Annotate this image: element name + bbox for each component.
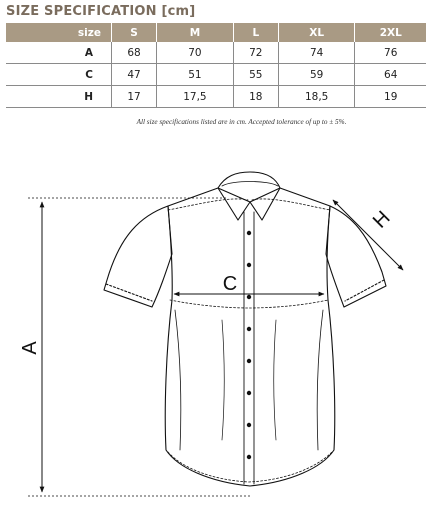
column-header: M [157,23,234,42]
column-header: XL [278,23,355,42]
table-cell: 17 [112,86,157,108]
table-cell: 68 [112,42,157,64]
table-row [6,64,426,86]
table-cell: 74 [278,42,355,64]
shirt-placket [244,212,254,484]
column-header: L [233,23,278,42]
table-cell: 70 [157,42,234,64]
table-row [6,86,426,108]
column-header: size [6,23,112,42]
column-header: 2XL [355,23,426,42]
row-label: A [6,42,112,64]
left-sleeve [104,206,172,307]
table-cell: 51 [157,64,234,86]
table-cell: 18 [233,86,278,108]
measure-h-arrow [333,200,403,270]
table-cell: 55 [233,64,278,86]
column-header: S [112,23,157,42]
shirt-buttons [247,231,251,459]
table-header-row [6,23,426,42]
table-cell: 17,5 [157,86,234,108]
size-specification-table [6,23,426,108]
table-cell: 18,5 [278,86,355,108]
page-title: SIZE SPECIFICATION [cm] [6,4,196,19]
row-label: C [6,64,112,86]
table-cell: 64 [355,64,426,86]
label-h: H [368,206,395,233]
table-cell: 47 [112,64,157,86]
table-cell: 72 [233,42,278,64]
tolerance-note: All size specifications listed are in cm. Accepted tolerance of up to ± 5%. [136,118,347,126]
label-c: C [222,273,238,295]
shirt-diagram [0,150,433,512]
label-a: A [19,341,41,355]
shirt-collar [218,172,280,220]
table-cell: 59 [278,64,355,86]
table-cell: 19 [355,86,426,108]
table-row [6,42,426,64]
table-cell: 76 [355,42,426,64]
row-label: H [6,86,112,108]
